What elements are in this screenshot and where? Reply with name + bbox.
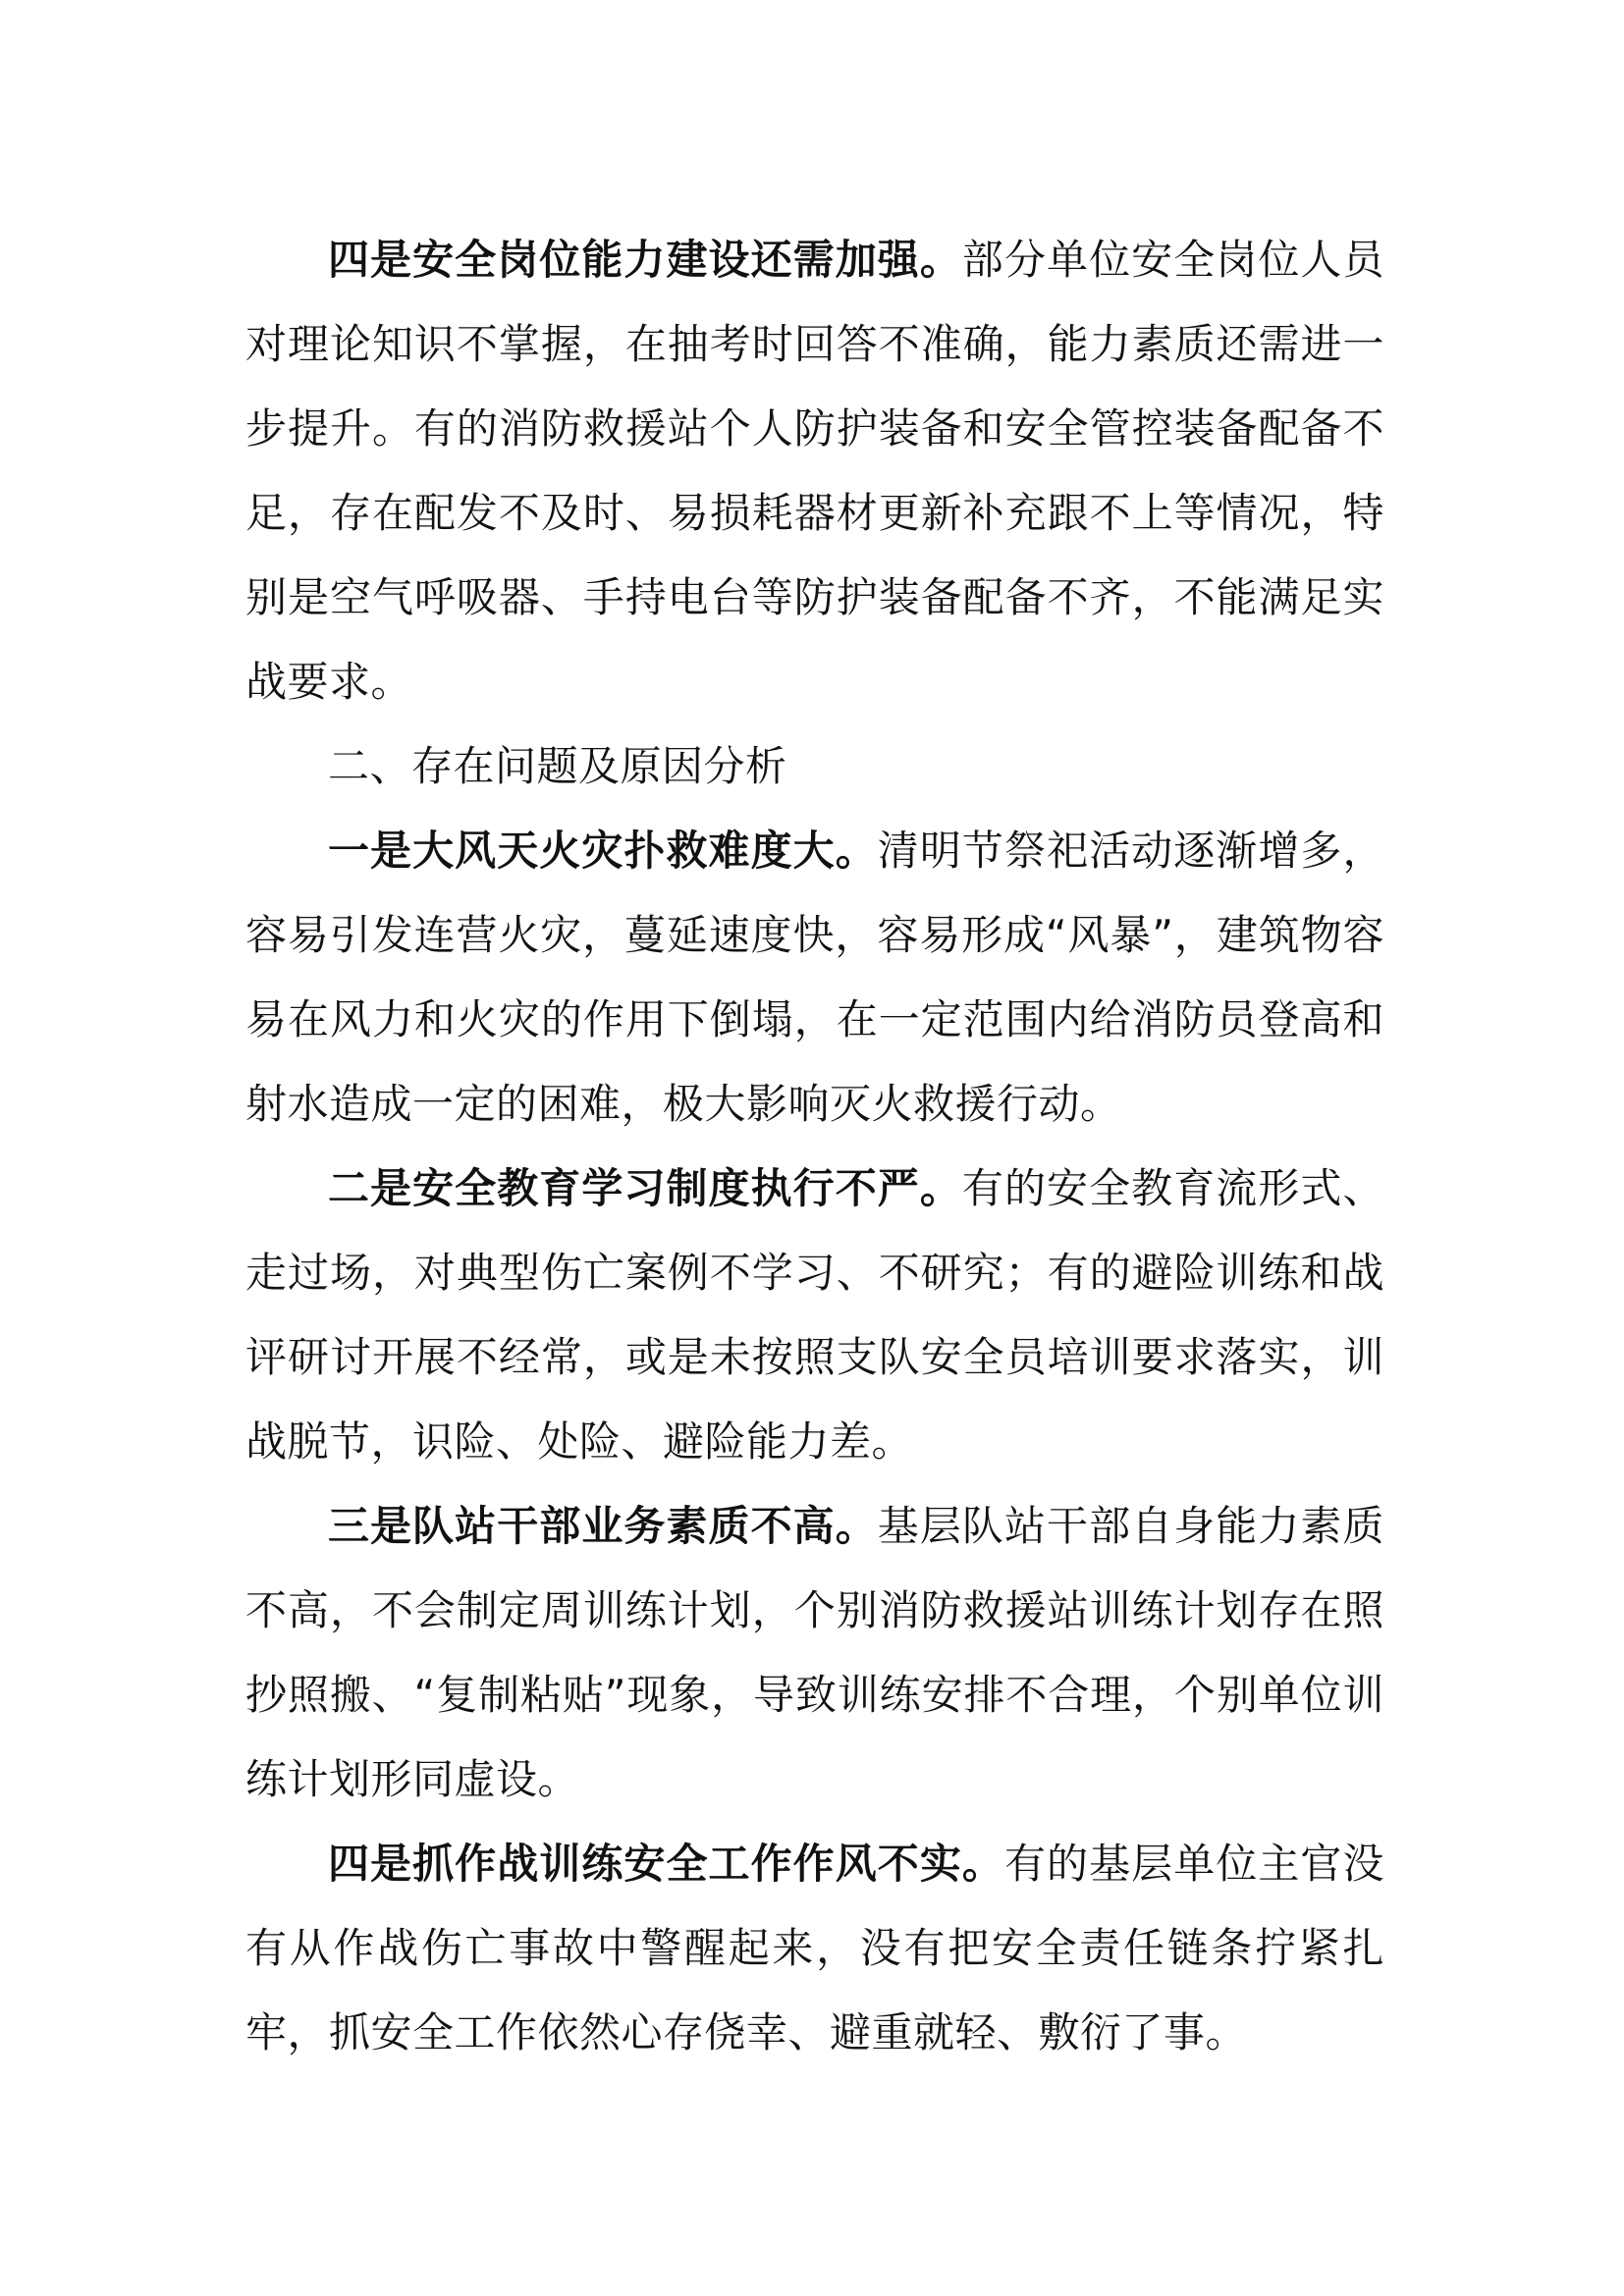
paragraph-text: 基层队站干部自身能力素质不高，不会制定周训练计划，个别消防救援站训练计划存在照抄照搬、“复制粘贴”现象，导致训练安排不合理，个别单位训练计划形同虚设。 xyxy=(245,1502,1384,1803)
paragraph-cadre-quality xyxy=(245,1484,1384,1822)
paragraph-post-capability xyxy=(245,218,1384,724)
paragraph-heading: 三是队站干部业务素质不高。 xyxy=(328,1502,878,1550)
paragraph-text: 有的安全教育流形式、走过场，对典型伤亡案例不学习、不研究；有的避险训练和战评研讨开展不经常，或是未按照支队安全员培训要求落实，训战脱节，识险、处险、避险能力差。 xyxy=(245,1164,1384,1466)
paragraph-work-style xyxy=(245,1822,1384,2075)
paragraph-wind-fire xyxy=(245,809,1384,1147)
paragraph-text: 有的基层单位主官没有从作战伤亡事故中警醒起来，没有把安全责任链条拧紧扎牢，抓安全工作依然心存侥幸、避重就轻、敷衍了事。 xyxy=(245,1840,1384,2056)
document-body xyxy=(245,218,1384,2075)
paragraph-heading: 一是大风天火灾扑救难度大。 xyxy=(328,827,878,875)
paragraph-heading: 四是安全岗位能力建设还需加强。 xyxy=(328,236,962,284)
paragraph-safety-education xyxy=(245,1147,1384,1484)
paragraph-text: 清明节祭祀活动逐渐增多，容易引发连营火灾，蔓延速度快，容易形成“风暴”，建筑物容易在风力和火灾的作用下倒塌，在一定范围内给消防员登高和射水造成一定的困难，极大影响灭火救援行动。 xyxy=(245,827,1384,1128)
section-heading xyxy=(245,724,1384,809)
paragraph-heading: 二是安全教育学习制度执行不严。 xyxy=(328,1164,962,1212)
paragraph-heading: 四是抓作战训练安全工作作风不实。 xyxy=(328,1840,1004,1888)
section-heading-text: 二、存在问题及原因分析 xyxy=(328,742,787,790)
paragraph-text: 部分单位安全岗位人员对理论知识不掌握，在抽考时回答不准确，能力素质还需进一步提升。有的消防救援站个人防护装备和安全管控装备配备不足，存在配发不及时、易损耗器材更新补充跟不上等情况，特别是空气呼吸器、手持电台等防护装备配备不齐，不能满足实战要求。 xyxy=(245,236,1384,706)
